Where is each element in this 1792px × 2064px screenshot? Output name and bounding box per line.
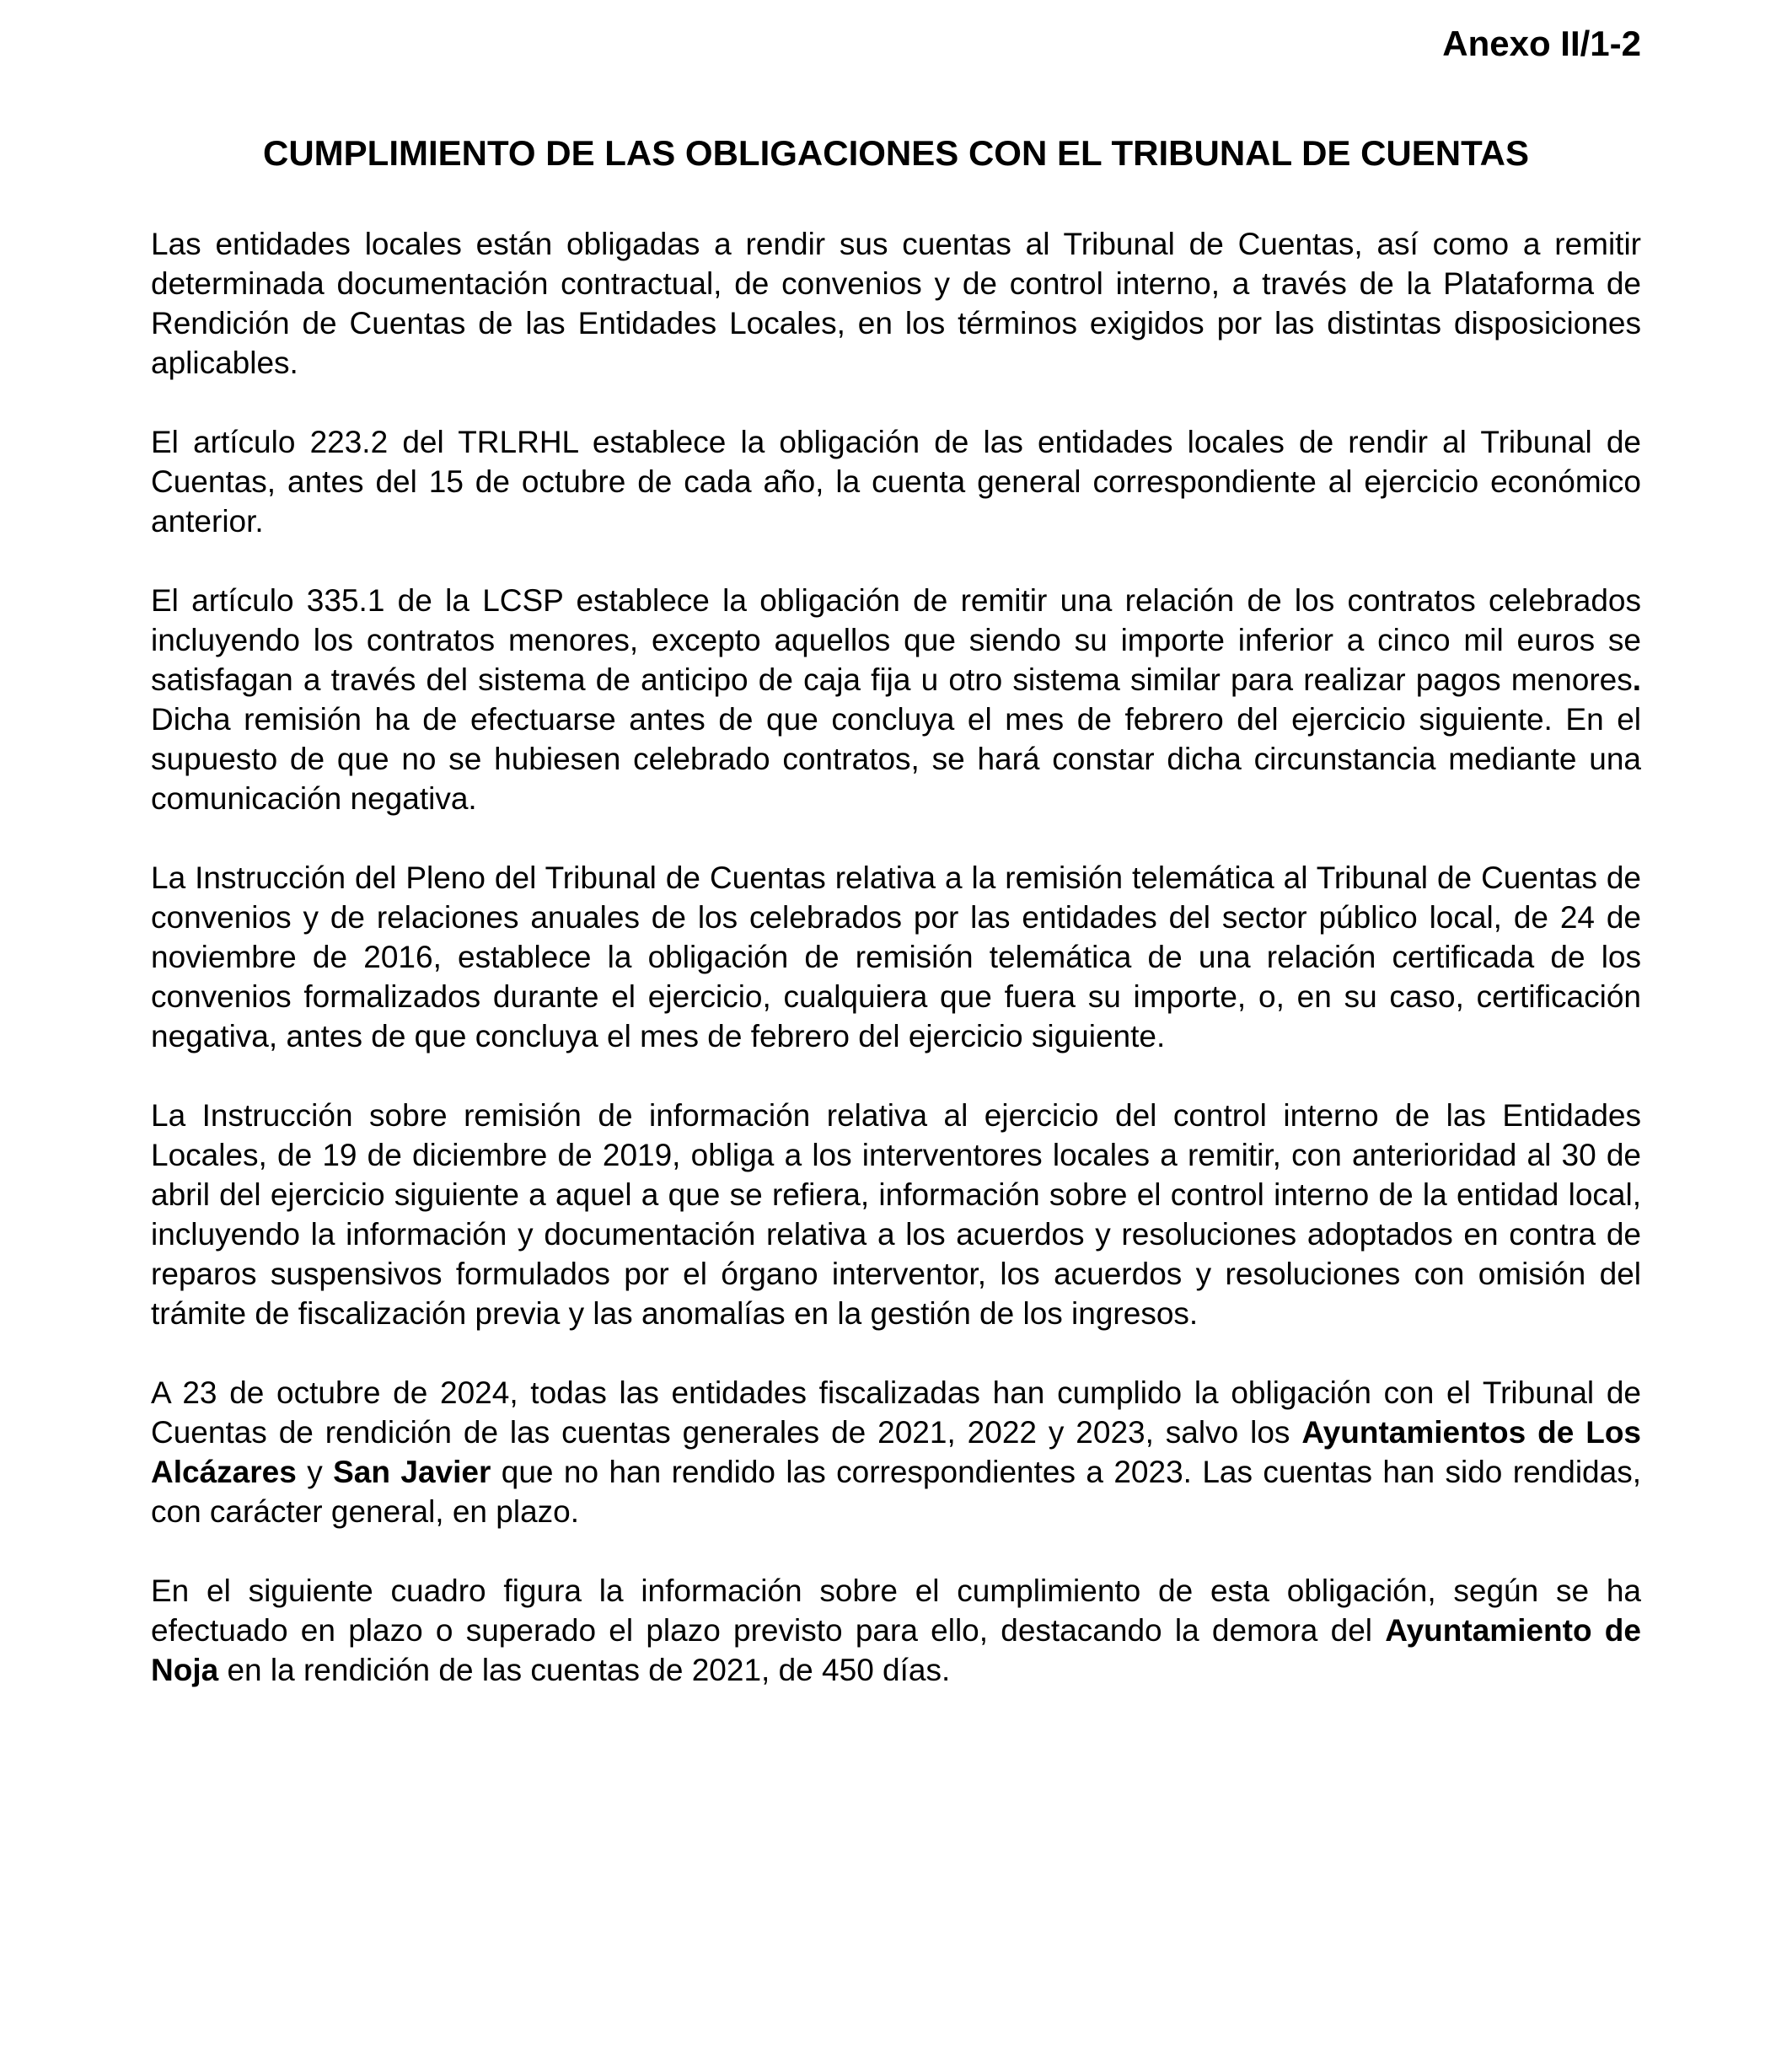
- text-run: en la rendición de las cuentas de 2021, de 450 días.: [218, 1653, 951, 1687]
- text-run: La Instrucción sobre remisión de información relativa al ejercicio del control interno de las Entidades Locales, de 19 de diciembre de 2019, obliga a los interventores locales a remitir, con anterioridad al 30 de abril del ejercicio siguiente a aquel a que se refiera, información sobre el control interno de la entidad local, incluyendo la información y documentación relativa a los acuerdos y resoluciones adoptados en contra de reparos suspensivos formulados por el órgano interventor, los acuerdos y resoluciones con omisión del trámite de fiscalización previa y las anomalías en la gestión de los ingresos.: [151, 1098, 1641, 1331]
- bold-text-run: San Javier: [333, 1455, 491, 1489]
- paragraph: [151, 1571, 1641, 1690]
- paragraph: [151, 1096, 1641, 1333]
- paragraph: [151, 581, 1641, 818]
- text-run: El artículo 223.2 del TRLRHL establece la obligación de las entidades locales de rendir al Tribunal de Cuentas, antes del 15 de octubre de cada año, la cuenta general correspondiente al ejercicio económico anterior.: [151, 425, 1641, 539]
- document-title: CUMPLIMIENTO DE LAS OBLIGACIONES CON EL TRIBUNAL DE CUENTAS: [263, 133, 1529, 173]
- bold-text-run: Ayuntamiento de Noja: [151, 1613, 1641, 1687]
- text-run: En el siguiente cuadro figura la información sobre el cumplimiento de esta obligación, según se ha efectuado en plazo o superado el plazo previsto para ello, destacando la demora del: [151, 1573, 1641, 1648]
- paragraph: [151, 224, 1641, 383]
- bold-text-run: Ayuntamientos de Los Alcázares: [151, 1415, 1642, 1489]
- paragraphs-container: [151, 224, 1641, 1690]
- bold-text-run: .: [1632, 662, 1641, 697]
- paragraph: [151, 1373, 1641, 1531]
- paragraph: [151, 858, 1641, 1056]
- text-run: Dicha remisión ha de efectuarse antes de que concluya el mes de febrero del ejercicio siguiente. En el supuesto de que no se hubiesen celebrado contratos, se hará constar dicha circunstancia mediante una comunicación negativa.: [151, 702, 1641, 816]
- paragraph: [151, 422, 1641, 541]
- text-run: Las entidades locales están obligadas a rendir sus cuentas al Tribunal de Cuentas, así como a remitir determinada documentación contractual, de convenios y de control interno, a través de la Plataforma de Rendición de Cuentas de las Entidades Locales, en los términos exigidos por las distintas disposiciones aplicables.: [151, 227, 1641, 380]
- annex-label: Anexo II/1-2: [1442, 24, 1641, 63]
- text-run: La Instrucción del Pleno del Tribunal de Cuentas relativa a la remisión telemática al Tribunal de Cuentas de convenios y de relaciones anuales de los celebrados por las entidades del sector público local, de 24 de noviembre de 2016, establece la obligación de remisión telemática de una relación certificada de los convenios formalizados durante el ejercicio, cualquiera que fuera su importe, o, en su caso, certificación negativa, antes de que concluya el mes de febrero del ejercicio siguiente.: [151, 860, 1641, 1053]
- text-run: El artículo 335.1 de la LCSP establece la obligación de remitir una relación de los contratos celebrados incluyendo los contratos menores, excepto aquellos que siendo su importe inferior a cinco mil euros se satisfagan a través del sistema de anticipo de caja fija u otro sistema similar para realizar pagos menores: [151, 583, 1641, 697]
- text-run: y: [296, 1455, 334, 1489]
- text-run: que no han rendido las correspondientes a 2023. Las cuentas han sido rendidas, con carácter general, en plazo.: [151, 1455, 1641, 1529]
- text-run: A 23 de octubre de 2024, todas las entidades fiscalizadas han cumplido la obligación con el Tribunal de Cuentas de rendición de las cuentas generales de 2021, 2022 y 2023, salvo los: [151, 1375, 1641, 1450]
